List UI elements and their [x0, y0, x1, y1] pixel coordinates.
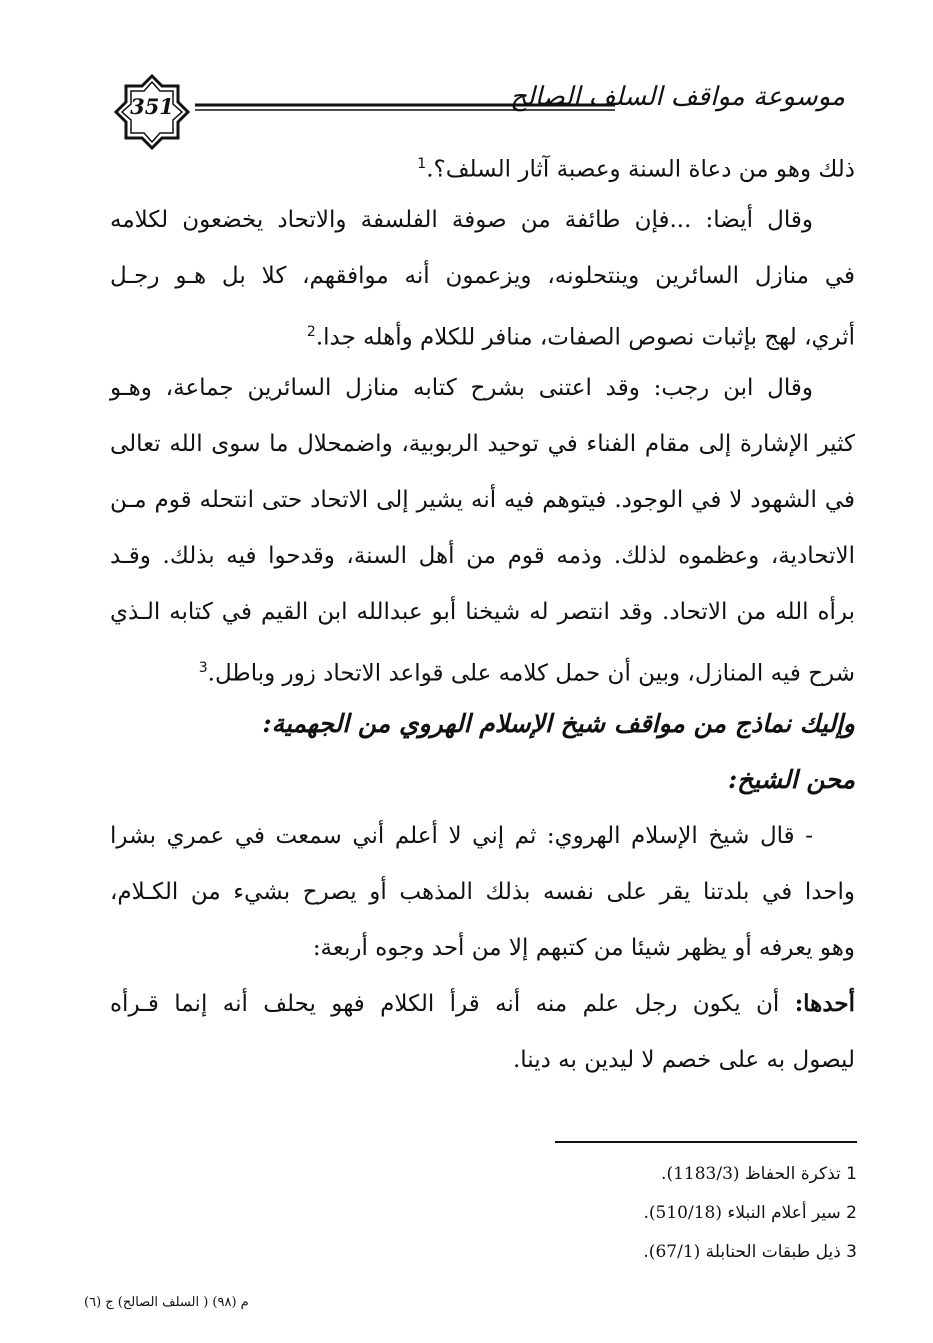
text-line: [110, 640, 855, 696]
series-title: موسوعة مواقف السلف الصالح: [510, 82, 845, 112]
text-line: [110, 584, 855, 640]
footnote-reference[interactable]: 1: [417, 156, 427, 172]
text-line: [110, 360, 855, 416]
footnote-reference[interactable]: 3: [198, 660, 208, 676]
line-text: وهو يعرفه أو يظهر شيئا من كتبهم إلا من أحد وجوه أربعة:: [312, 935, 855, 961]
section-heading: [110, 752, 855, 808]
text-line: [110, 808, 855, 864]
text-line: [110, 1032, 855, 1088]
line-text: ليصول به على خصم لا ليدين به دينا.: [512, 1047, 855, 1073]
line-text: ذلك وهو من دعاة السنة وعصبة آثار السلف؟.: [426, 156, 855, 183]
footnote-text: ذيل طبقات الحنابلة (67/1).: [643, 1242, 841, 1262]
line-text: شرح فيه المنازل، وبين أن حمل كلامه على قواعد الاتحاد زور وباطل.: [207, 660, 855, 687]
line-text: أن يكون رجل علم منه أنه قرأ الكلام فهو يحلف أنه إنما قـرأه: [110, 991, 795, 1017]
footnote-number: 2: [846, 1203, 857, 1223]
footnote-text: سير أعلام النبلاء (510/18).: [643, 1203, 841, 1223]
line-text: كثير الإشارة إلى مقام الفناء في توحيد الربوبية، واضمحلال ما سوى الله تعالى: [110, 431, 855, 457]
line-text: - قال شيخ الإسلام الهروي: ثم إني لا أعلم أني سمعت في عمري بشرا: [110, 823, 813, 849]
footnote-separator: [555, 1141, 857, 1143]
footnote-number: 3: [846, 1242, 857, 1262]
footnote-text: تذكرة الحفاظ (1183/3).: [661, 1164, 841, 1184]
line-text: وإليك نماذج من مواقف شيخ الإسلام الهروي من الجهمية:: [262, 709, 855, 738]
line-lead: أحدها:: [794, 990, 855, 1017]
footnote-item: [337, 1155, 857, 1194]
line-text: في منازل السائرين وينتحلونه، ويزعمون أنه موافقهم، كلا بل هـو رجـل: [110, 263, 855, 289]
text-line: [110, 192, 855, 248]
line-text: برأه الله من الاتحاد. وقد انتصر له شيخنا أبو عبدالله ابن القيم في كتابه الـذي: [110, 599, 855, 625]
section-heading: [110, 696, 855, 752]
footnote-item: [337, 1194, 857, 1233]
line-text: الاتحادية، وعظموه لذلك. وذمه قوم من أهل السنة، وقدحوا فيه بذلك. وقـد: [110, 543, 855, 569]
text-line: [110, 472, 855, 528]
line-text: وقال ابن رجب: وقد اعتنى بشرح كتابه منازل السائرين جماعة، وهـو: [110, 375, 813, 401]
footnote-item: [337, 1233, 857, 1272]
text-line: [110, 864, 855, 920]
text-line: [110, 248, 855, 304]
text-line: [110, 528, 855, 584]
text-line: [110, 416, 855, 472]
signature-mark: م (٩٨) ( السلف الصالح) ج (٦): [84, 1295, 249, 1310]
page-number: 351: [130, 94, 174, 119]
line-text: محن الشيخ:: [727, 765, 855, 794]
text-line: [110, 920, 855, 976]
line-text: أثري، لهج بإثبات نصوص الصفات، منافر للكلام وأهله جدا.: [315, 324, 855, 351]
text-line: [110, 304, 855, 360]
body-text: [110, 136, 855, 1088]
text-line: [110, 976, 855, 1032]
footnote-reference[interactable]: 2: [306, 324, 316, 340]
line-text: في الشهود لا في الوجود. فيتوهم فيه أنه يشير إلى الاتحاد حتى انتحله قوم مـن: [110, 487, 855, 513]
line-text: واحدا في بلدتنا يقر على نفسه بذلك المذهب أو يصرح بشيء من الكـلام،: [110, 879, 855, 905]
footnotes: [337, 1155, 857, 1272]
text-line: [110, 136, 855, 192]
line-text: وقال أيضا: ...فإن طائفة من صوفة الفلسفة والاتحاد يخضعون لكلامه: [110, 207, 813, 233]
footnote-number: 1: [846, 1164, 857, 1184]
